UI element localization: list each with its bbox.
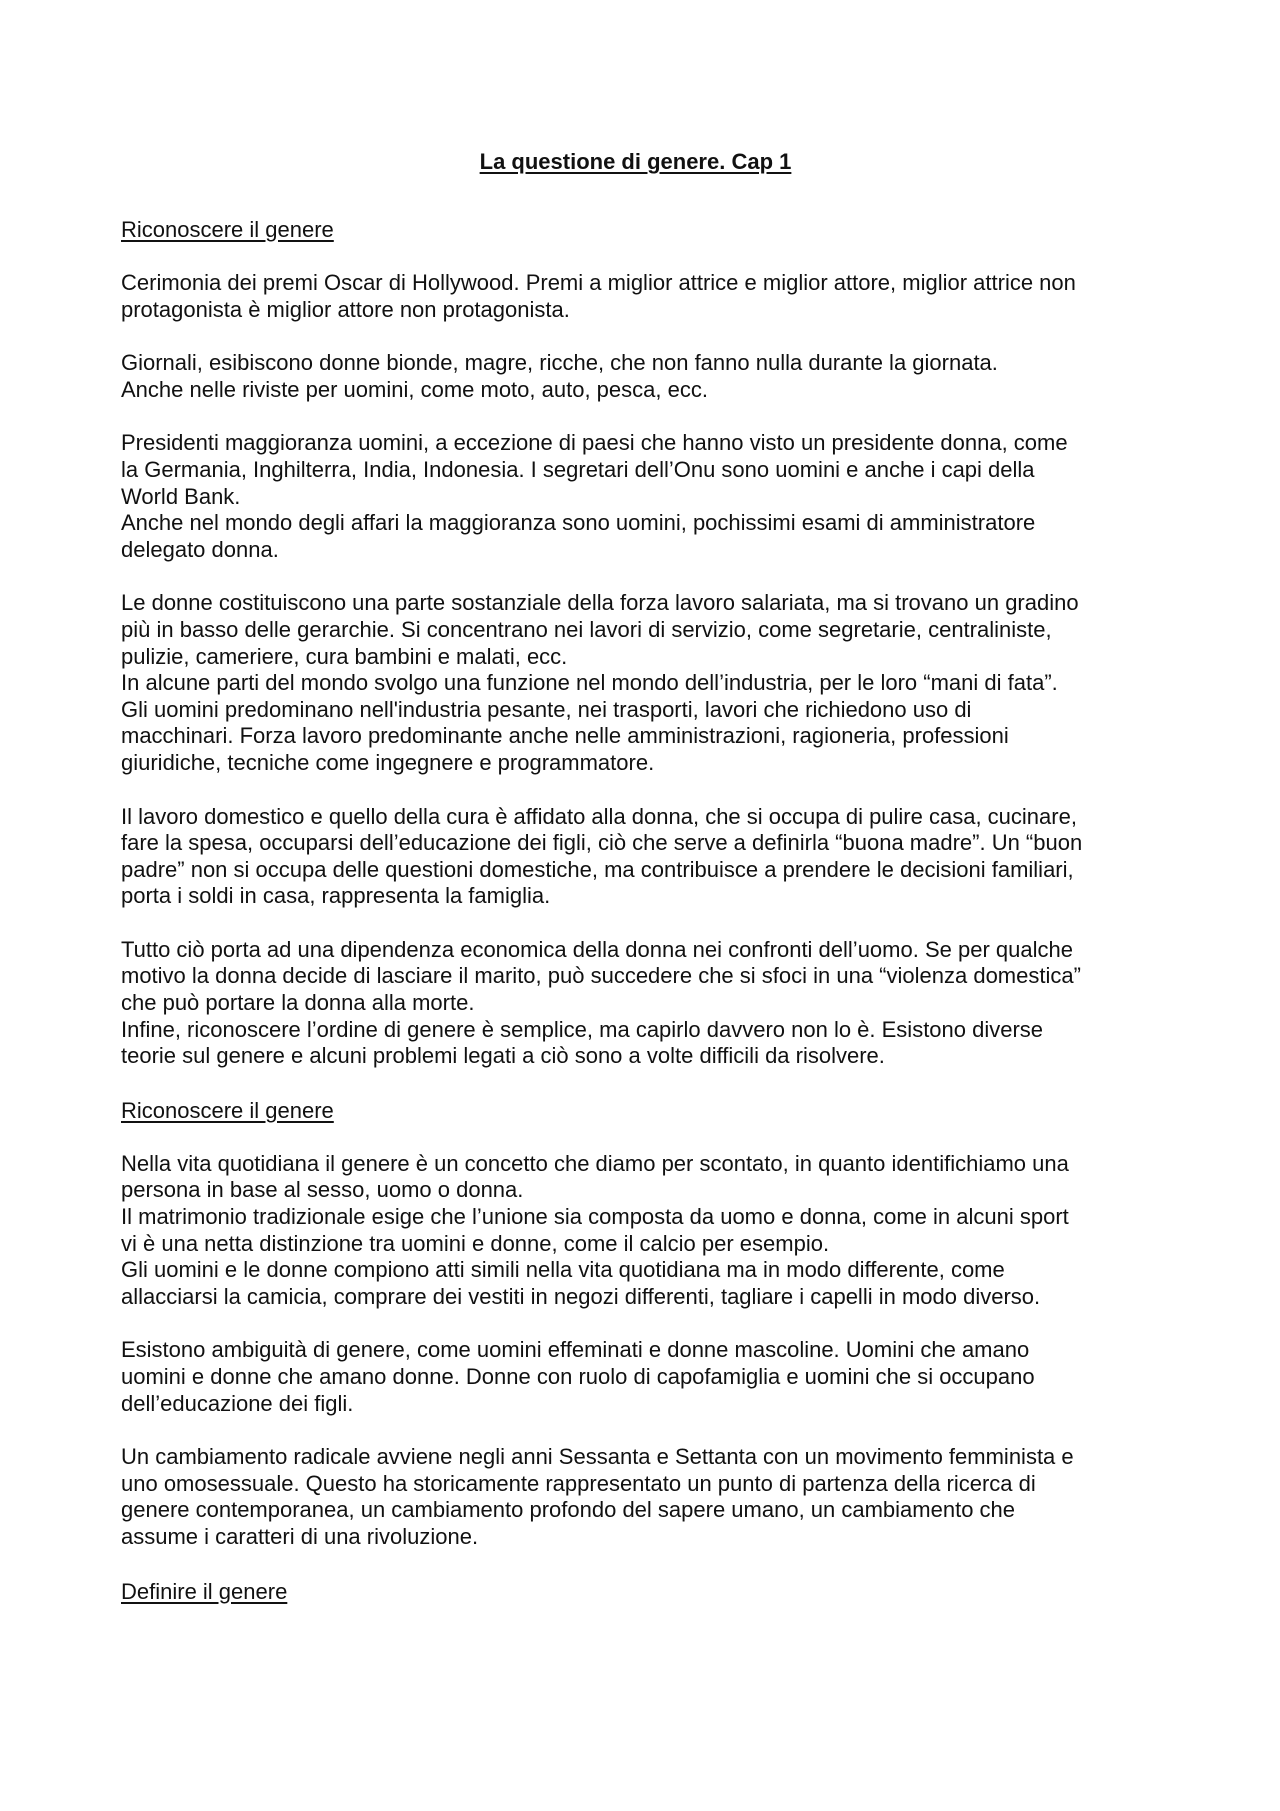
text-line: dell’educazione dei figli. xyxy=(121,1390,354,1416)
text-line: Esistono ambiguità di genere, come uomini effeminati e donne mascoline. Uomini che amano xyxy=(121,1337,1030,1363)
text-line: Giornali, esibiscono donne bionde, magre, ricche, che non fanno nulla durante la giornata. xyxy=(121,350,998,376)
text-line: genere contemporanea, un cambiamento profondo del sapere umano, un cambiamento che xyxy=(121,1497,1016,1523)
paragraph xyxy=(121,270,1150,323)
paragraph xyxy=(121,1151,1150,1311)
text-line: allacciarsi la camicia, comprare dei vestiti in negozi differenti, tagliare i capelli in modo diverso. xyxy=(121,1283,1041,1309)
text-line: protagonista è miglior attore non protagonista. xyxy=(121,296,570,322)
text-line: macchinari. Forza lavoro predominante anche nelle amministrazioni, ragioneria, professioni xyxy=(121,723,1009,749)
paragraph xyxy=(121,804,1150,910)
text-line: Tutto ciò porta ad una dipendenza economica della donna nei confronti dell’uomo. Se per qualche xyxy=(121,936,1073,962)
text-line: World Bank. xyxy=(121,483,241,509)
text-line: Il matrimonio tradizionale esige che l’unione sia composta da uomo e donna, come in alcuni sport xyxy=(121,1204,1069,1230)
section-heading: Riconoscere il genere xyxy=(121,1097,334,1123)
text-line: Nella vita quotidiana il genere è un concetto che diamo per scontato, in quanto identifichiamo una xyxy=(121,1150,1069,1176)
text-line: assume i caratteri di una rivoluzione. xyxy=(121,1523,479,1549)
document-title: La questione di genere. Cap 1 xyxy=(479,149,792,174)
text-line: la Germania, Inghilterra, India, Indonesia. I segretari dell’Onu sono uomini e anche i capi della xyxy=(121,456,1035,482)
text-line: Anche nelle riviste per uomini, come moto, auto, pesca, ecc. xyxy=(121,376,708,402)
text-line: Infine, riconoscere l’ordine di genere è semplice, ma capirlo davvero non lo è. Esistono diverse xyxy=(121,1016,1044,1042)
text-line: vi è una netta distinzione tra uomini e donne, come il calcio per esempio. xyxy=(121,1230,830,1256)
text-line: più in basso delle gerarchie. Si concentrano nei lavori di servizio, come segretarie, centraliniste, xyxy=(121,616,1052,642)
paragraph xyxy=(121,1444,1150,1550)
text-line: pulizie, cameriere, cura bambini e malati, ecc. xyxy=(121,643,568,669)
text-line: teorie sul genere e alcuni problemi legati a ciò sono a volte difficili da risolvere. xyxy=(121,1043,885,1069)
text-line: uomini e donne che amano donne. Donne con ruolo di capofamiglia e uomini che si occupano xyxy=(121,1364,1035,1389)
paragraph xyxy=(121,1337,1150,1417)
text-line: delegato donna. xyxy=(121,536,279,562)
text-line: giuridiche, tecniche come ingegnere e programmatore. xyxy=(121,749,655,775)
text-line: Un cambiamento radicale avviene negli anni Sessanta e Settanta con un movimento femminista e xyxy=(121,1444,1074,1470)
text-line: Il lavoro domestico e quello della cura è affidato alla donna, che si occupa di pulire casa, cucinare, xyxy=(121,803,1077,829)
text-line: Cerimonia dei premi Oscar di Hollywood. Premi a miglior attrice e miglior attore, miglior attrice non xyxy=(121,270,1076,295)
text-line: motivo la donna decide di lasciare il marito, può succedere che si sfoci in una “violenza domestica” xyxy=(121,963,1081,989)
text-line: Gli uomini predominano nell'industria pesante, nei trasporti, lavori che richiedono uso di xyxy=(121,696,972,722)
text-line: Presidenti maggioranza uomini, a eccezione di paesi che hanno visto un presidente donna, come xyxy=(121,430,1068,456)
document-body xyxy=(121,216,1150,1605)
text-line: Gli uomini e le donne compiono atti simili nella vita quotidiana ma in modo differente, come xyxy=(121,1257,1005,1283)
text-line: padre” non si occupa delle questioni domestiche, ma contribuisce a prendere le decisioni familiari, xyxy=(121,856,1074,882)
paragraph xyxy=(121,350,1150,403)
text-line: fare la spesa, occuparsi dell’educazione dei figli, ciò che serve a definirla “buona madre”. Un “buon xyxy=(121,830,1083,856)
text-line: uno omosessuale. Questo ha storicamente rappresentato un punto di partenza della ricerca di xyxy=(121,1470,1036,1496)
text-line: che può portare la donna alla morte. xyxy=(121,990,475,1016)
text-line: Anche nel mondo degli affari la maggioranza sono uomini, pochissimi esami di amministratore xyxy=(121,510,1036,536)
text-line: Le donne costituiscono una parte sostanziale della forza lavoro salariata, ma si trovano un gradino xyxy=(121,590,1079,616)
paragraph xyxy=(121,937,1150,1070)
text-line: In alcune parti del mondo svolgo una funzione nel mondo dell’industria, per le loro “mani di fata”. xyxy=(121,670,1058,696)
text-line: persona in base al sesso, uomo o donna. xyxy=(121,1177,524,1203)
paragraph xyxy=(121,590,1150,776)
text-line: porta i soldi in casa, rappresenta la famiglia. xyxy=(121,883,551,909)
section-heading: Riconoscere il genere xyxy=(121,217,334,242)
paragraph xyxy=(121,430,1150,563)
section-heading: Definire il genere xyxy=(121,1578,288,1604)
